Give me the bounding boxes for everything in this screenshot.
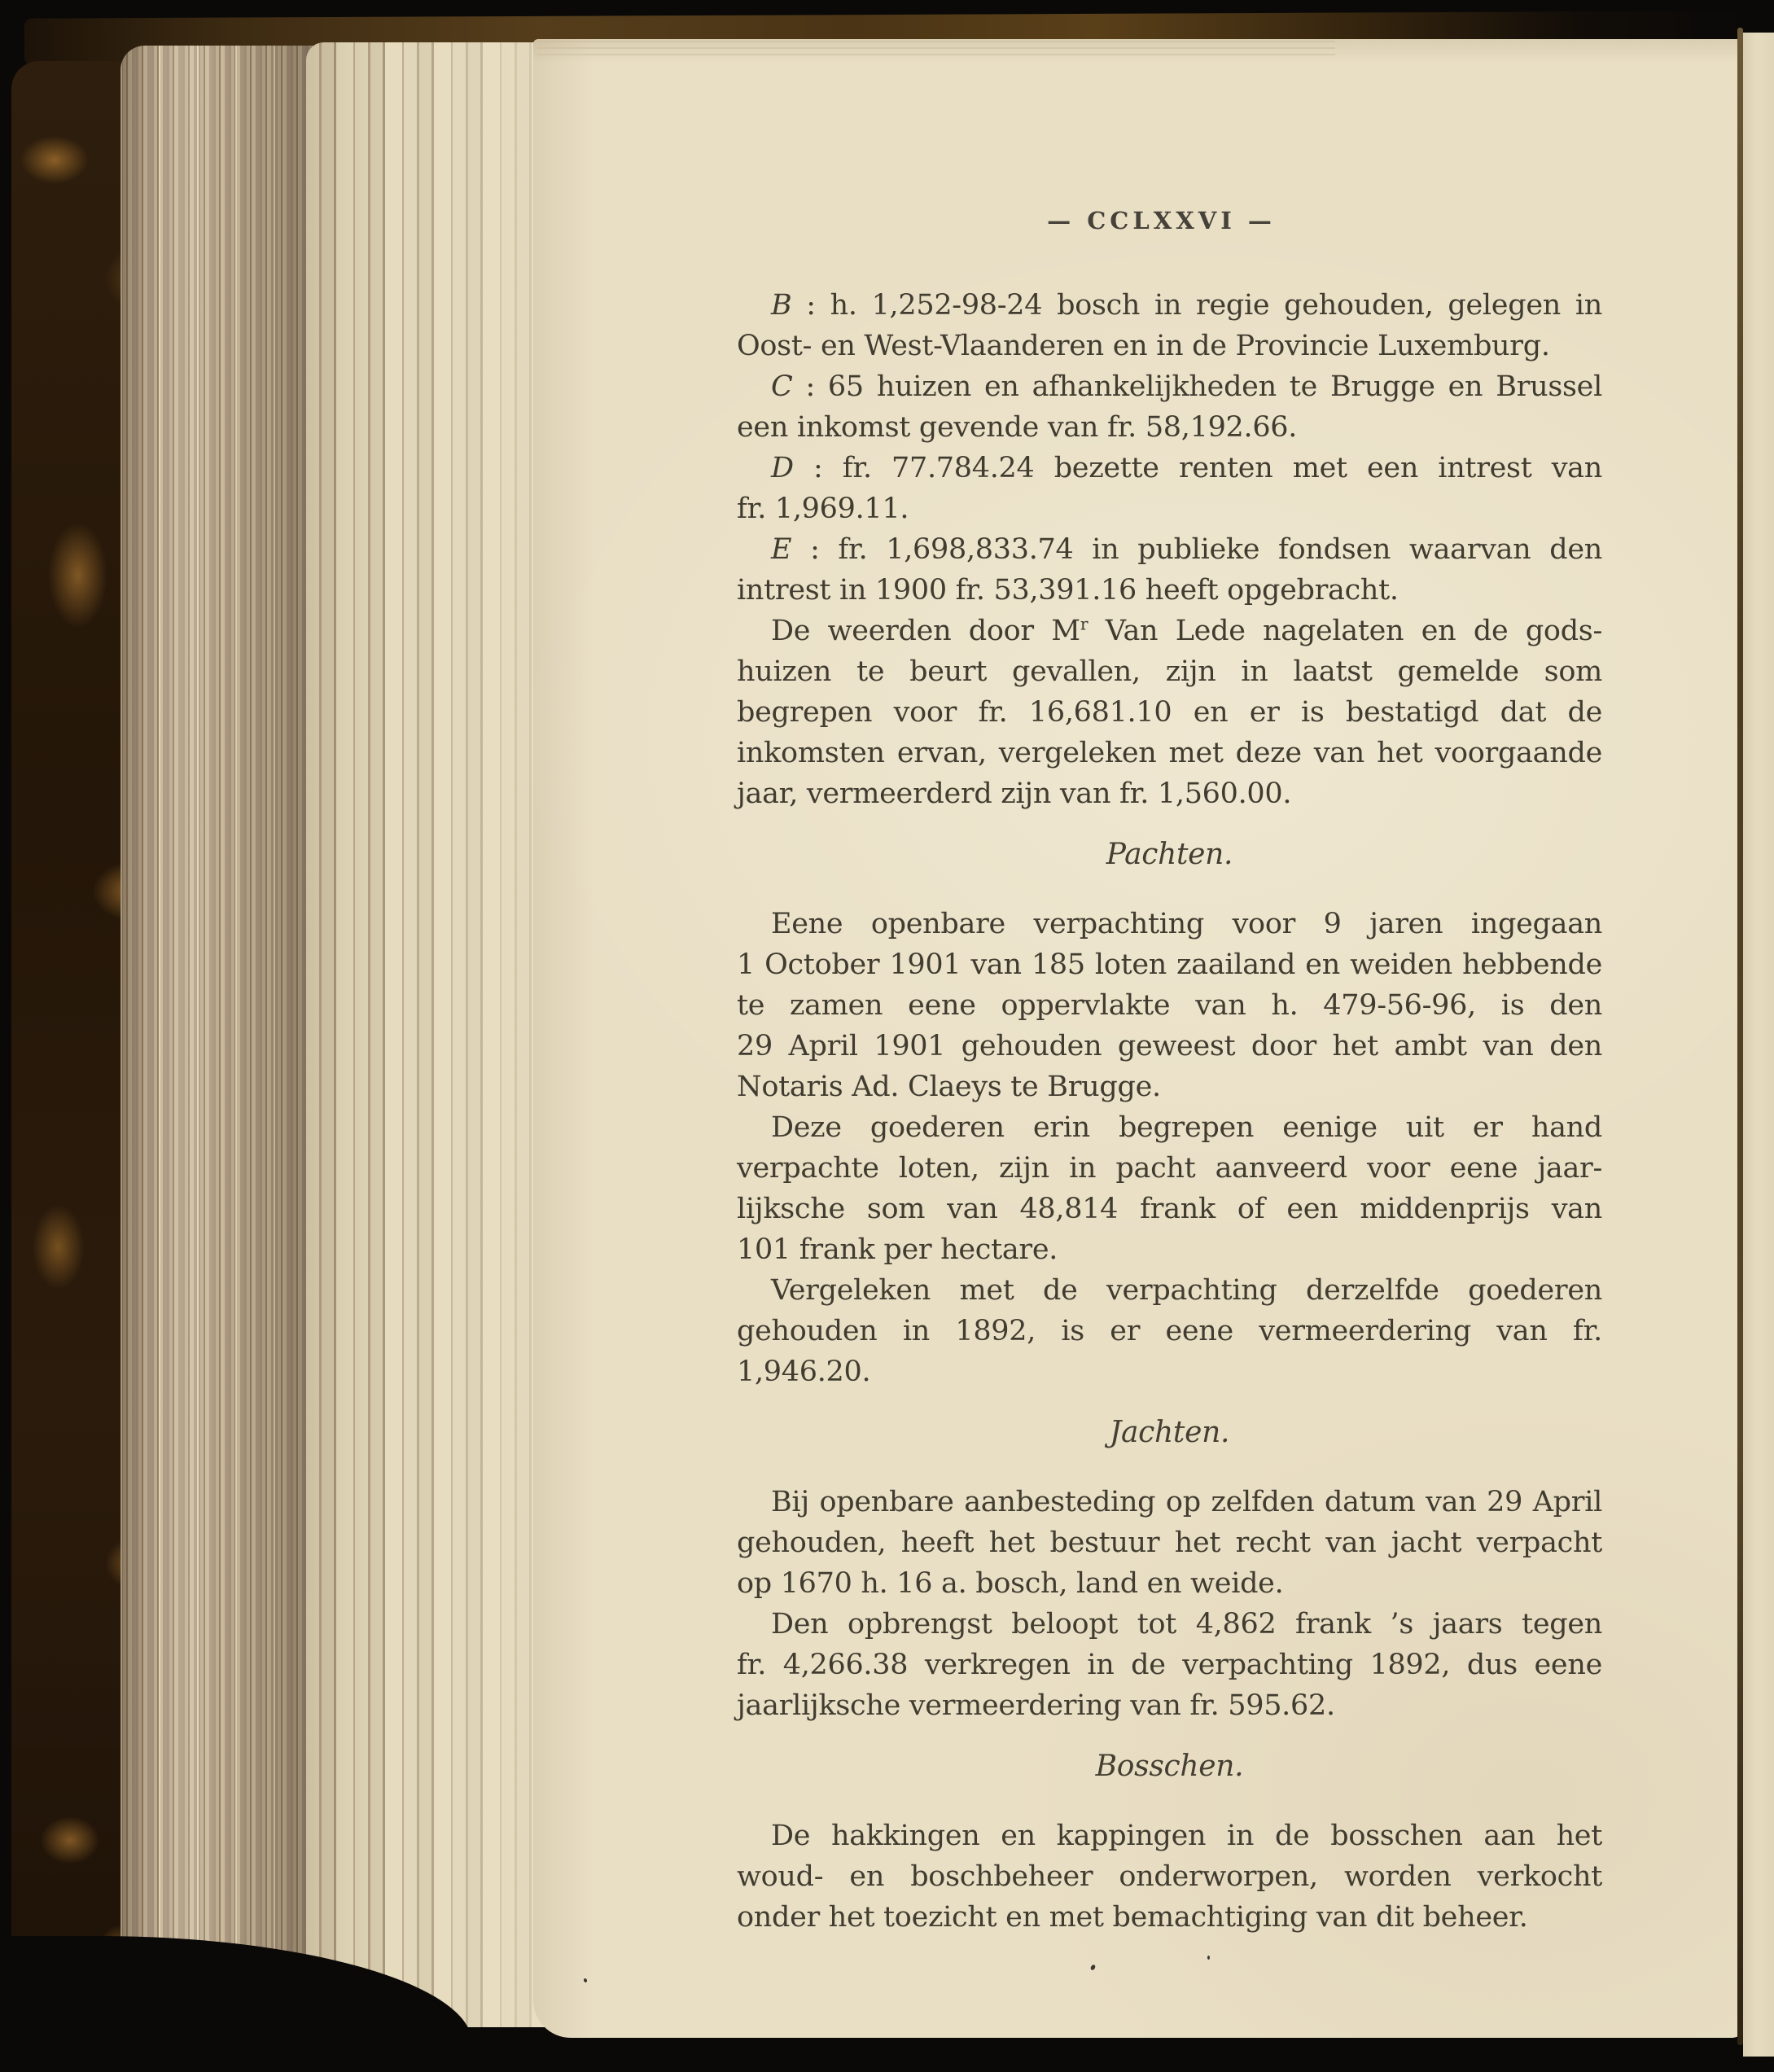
text-line: D : fr. 77.784.24 bezette renten met een intrest van bbox=[771, 452, 1602, 484]
text-line: fr. 4,266.38 verkregen in de verpachting 1892, dus eene bbox=[737, 1649, 1602, 1681]
text-column bbox=[737, 285, 1602, 1938]
text-line: intrest in 1900 fr. 53,391.16 heeft opgebracht. bbox=[737, 574, 1399, 607]
ink-speck bbox=[1207, 1956, 1210, 1960]
page-gutter-line bbox=[1737, 28, 1743, 2045]
paragraph bbox=[737, 529, 1602, 611]
text-line: 1 October 1901 van 185 loten zaailand en weiden hebbende bbox=[737, 948, 1602, 981]
paragraph bbox=[737, 1604, 1602, 1726]
text-line: woud- en boschbeheer onderworpen, worden verkocht bbox=[737, 1860, 1602, 1893]
text-line: jaar, vermeerderd zijn van fr. 1,560.00. bbox=[737, 778, 1292, 810]
text-line: B : h. 1,252-98-24 bosch in regie gehouden, gelegen in bbox=[771, 289, 1602, 322]
paragraph bbox=[737, 1107, 1602, 1270]
text-line: Deze goederen erin begrepen eenige uit er hand bbox=[771, 1111, 1602, 1144]
text-line: C : 65 huizen en afhankelijkheden te Brugge en Brussel bbox=[771, 370, 1602, 403]
paragraph bbox=[737, 1270, 1602, 1392]
section-heading-bosschen: Bosschen. bbox=[1095, 1750, 1244, 1783]
text-line: Notaris Ad. Claeys te Brugge. bbox=[737, 1071, 1161, 1103]
section-heading-pachten: Pachten. bbox=[1106, 838, 1233, 871]
text-line: op 1670 h. 16 a. bosch, land en weide. bbox=[737, 1567, 1284, 1600]
stacked-page-top-edges bbox=[537, 41, 1335, 60]
text-line: inkomsten ervan, vergeleken met deze van het voorgaande bbox=[737, 737, 1602, 769]
text-line: Bij openbare aanbesteding op zelfden datum van 29 April bbox=[771, 1486, 1602, 1518]
text-line: te zamen eene oppervlakte van h. 479-56-96, is den bbox=[737, 989, 1602, 1022]
text-line: De weerden door $M^r$ Van Lede nagelaten en de gods- bbox=[771, 614, 1602, 647]
adjacent-page-edge bbox=[1743, 33, 1774, 2057]
text-line: huizen te beurt gevallen, zijn in laatst gemelde som bbox=[737, 655, 1602, 688]
text-line: jaarlijksche vermeerdering van fr. 595.62. bbox=[737, 1689, 1335, 1722]
text-line: Vergeleken met de verpachting derzelfde goederen bbox=[771, 1274, 1602, 1307]
paragraph bbox=[737, 448, 1602, 529]
page-number: — CCLXXVI — bbox=[1047, 207, 1276, 234]
fore-edge-page-block bbox=[120, 46, 313, 2022]
text-line: gehouden, heeft het bestuur het recht van jacht verpacht bbox=[737, 1527, 1602, 1559]
text-line: lijksche som van 48,814 frank of een middenprijs van bbox=[737, 1193, 1602, 1225]
text-line: fr. 1,969.11. bbox=[737, 493, 909, 525]
paragraph bbox=[737, 611, 1602, 814]
text-line: De hakkingen en kappingen in de bosschen aan het bbox=[771, 1820, 1602, 1852]
paragraph bbox=[737, 904, 1602, 1107]
text-line: gehouden in 1892, is er eene vermeerdering van fr. 1,946.20. bbox=[737, 1315, 1602, 1388]
text-line: 101 frank per hectare. bbox=[737, 1233, 1058, 1266]
text-line: Eene openbare verpachting voor 9 jaren ingegaan bbox=[771, 908, 1602, 940]
text-line: een inkomst gevende van fr. 58,192.66. bbox=[737, 411, 1298, 444]
text-line: E : fr. 1,698,833.74 in publieke fondsen waarvan den bbox=[771, 533, 1602, 566]
paragraph bbox=[737, 1816, 1602, 1938]
text-line: begrepen voor fr. 16,681.10 en er is bestatigd dat de bbox=[737, 696, 1602, 729]
text-line: 29 April 1901 gehouden geweest door het ambt van den bbox=[737, 1030, 1602, 1062]
text-line: verpachte loten, zijn in pacht aanveerd voor eene jaar- bbox=[737, 1152, 1602, 1185]
text-line: Den opbrengst beloopt tot 4,862 frank ’s jaars tegen bbox=[771, 1608, 1602, 1641]
paragraph bbox=[737, 285, 1602, 366]
text-line: onder het toezicht en met bemachtiging van dit beheer. bbox=[737, 1901, 1528, 1934]
paragraph bbox=[737, 1482, 1602, 1604]
section-heading-jachten: Jachten. bbox=[1109, 1416, 1230, 1449]
text-line: Oost- en West-Vlaanderen en in de Provincie Luxemburg. bbox=[737, 330, 1550, 362]
paragraph bbox=[737, 366, 1602, 448]
